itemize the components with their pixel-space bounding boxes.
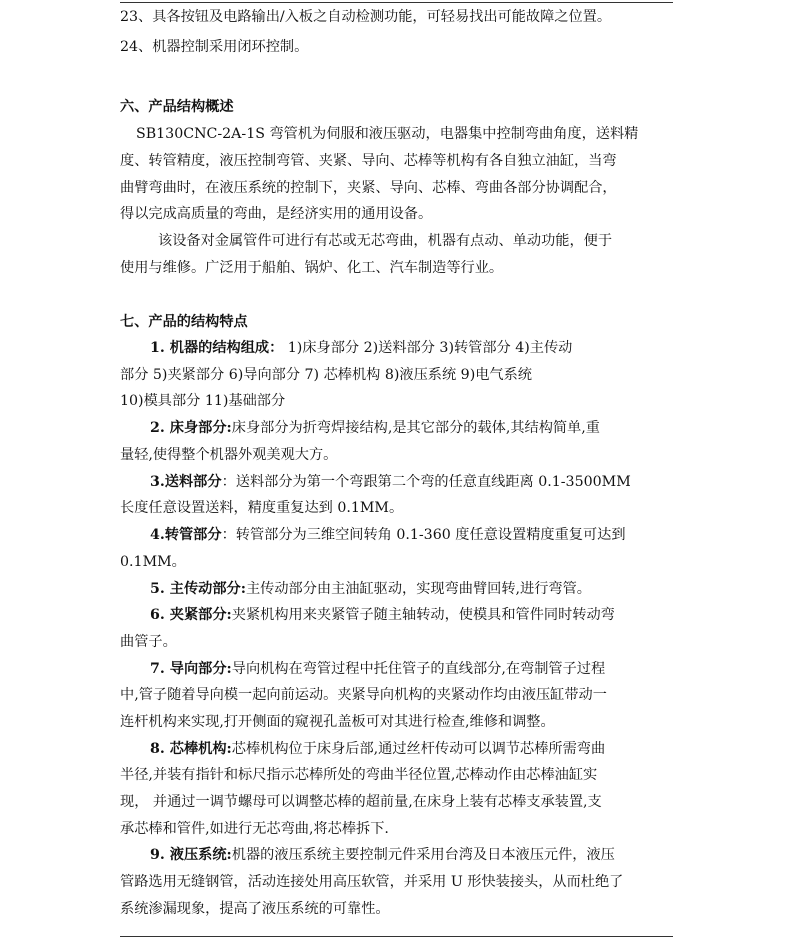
structure-item-7-line: 中,管子随着导向模一起向前运动。夹紧导向机构的夹紧动作均由液压缸带动一 [120, 687, 607, 703]
structure-item-8 [150, 740, 673, 758]
structure-item-3 [150, 473, 673, 491]
item-label: 5. 主传动部分: [150, 581, 246, 597]
structure-item-6-line: 曲管子。 [120, 634, 177, 650]
structure-item-4-line: 0.1MM。 [120, 554, 186, 570]
section-6-p1-line: 曲臂弯曲时，在液压系统的控制下，夹紧、导向、芯棒、弯曲各部分协调配合， [120, 180, 617, 196]
section-6-p2-line: 该设备对金属管件可进行有芯或无芯弯曲，机器有点动、单动功能，便于 [158, 233, 613, 249]
item-label: 1. 机器的结构组成： [150, 340, 284, 356]
structure-item-8-line: 现， 并通过一调节螺母可以调整芯棒的超前量,在床身上装有芯棒支承装置,支 [120, 794, 602, 810]
structure-item-2-line: 量轻,使得整个机器外观美观大方。 [120, 447, 338, 463]
item-label: 6. 夹紧部分: [150, 607, 232, 623]
list-item-23: 23、具各按钮及电路输出/入板之自动检测功能，可轻易找出可能故障之位置。 [120, 9, 612, 25]
structure-item-1-line: 10)模具部分 11)基础部分 [120, 393, 286, 409]
item-text: 主传动部分由主油缸驱动，实现弯曲臂回转,进行弯管。 [245, 581, 591, 597]
item-text: 床身部分为折弯焊接结构,是其它部分的载体,其结构简单,重 [231, 420, 600, 436]
structure-item-3-line: 长度任意设置送料，精度重复达到 0.1MM。 [120, 500, 404, 516]
structure-item-2 [150, 419, 673, 437]
item-text: 夹紧机构用来夹紧管子随主轴转动，使模具和管件同时转动弯 [231, 607, 615, 623]
structure-item-9-line: 系统渗漏现象，提高了液压系统的可靠性。 [120, 901, 390, 917]
section-6-heading: 六、产品结构概述 [120, 99, 234, 115]
structure-item-1-line: 部分 5)夹紧部分 6)导向部分 7) 芯棒机构 8)液压系统 9)电气系统 [120, 367, 532, 383]
top-rule [120, 2, 673, 3]
section-6-p2-line: 使用与维修。广泛用于船舶、锅炉、化工、汽车制造等行业。 [120, 260, 504, 276]
section-6-p1-line: 得以完成高质量的弯曲，是经济实用的通用设备。 [120, 206, 433, 222]
structure-item-7 [150, 660, 673, 678]
item-label: 3.送料部分 [150, 474, 222, 490]
structure-item-6 [150, 606, 673, 624]
item-label: 2. 床身部分: [150, 420, 232, 436]
item-label: 8. 芯棒机构: [150, 741, 232, 757]
section-6-p1-line: SB130CNC-2A-1S 弯管机为伺服和液压驱动，电器集中控制弯曲角度，送料精 [136, 126, 639, 142]
structure-item-8-line: 半径,并装有指针和标尺指示芯棒所处的弯曲半径位置,芯棒动作由芯棒油缸实 [120, 767, 598, 783]
structure-item-5 [150, 580, 673, 598]
item-text: 芯棒机构位于床身后部,通过丝杆传动可以调节芯棒所需弯曲 [231, 741, 606, 757]
structure-item-1 [150, 339, 673, 357]
structure-item-8-line: 承芯棒和管件,如进行无芯弯曲,将芯棒拆下. [120, 821, 389, 837]
item-text: ：转管部分为三维空间转角 0.1-360 度任意设置精度重复可达到 [221, 527, 626, 543]
structure-item-4 [150, 526, 673, 544]
structure-item-9-line: 管路选用无缝钢管，活动连接处用高压软管，并采用 U 形快装接头，从而杜绝了 [120, 874, 624, 890]
item-text: 1)床身部分 2)送料部分 3)转管部分 4)主传动 [283, 340, 573, 356]
item-label: 7. 导向部分: [150, 661, 232, 677]
item-text: 机器的液压系统主要控制元件采用台湾及日本液压元件，液压 [231, 847, 615, 863]
list-item-24: 24、机器控制采用闭环控制。 [120, 39, 309, 55]
section-6-p1-line: 度、转管精度，液压控制弯管、夹紧、导向、芯棒等机构有各自独立油缸，当弯 [120, 153, 617, 169]
item-label: 9. 液压系统: [150, 847, 232, 863]
structure-item-7-line: 连杆机构来实现,打开侧面的窥视孔盖板可对其进行检查,维修和调整。 [120, 714, 555, 730]
bottom-rule [120, 936, 673, 937]
structure-item-9 [150, 846, 673, 864]
item-text: 导向机构在弯管过程中托住管子的直线部分,在弯制管子过程 [231, 661, 606, 677]
item-label: 4.转管部分 [150, 527, 222, 543]
item-text: ：送料部分为第一个弯跟第二个弯的任意直线距离 0.1-3500MM [221, 474, 631, 490]
section-7-heading: 七、产品的结构特点 [120, 314, 248, 330]
